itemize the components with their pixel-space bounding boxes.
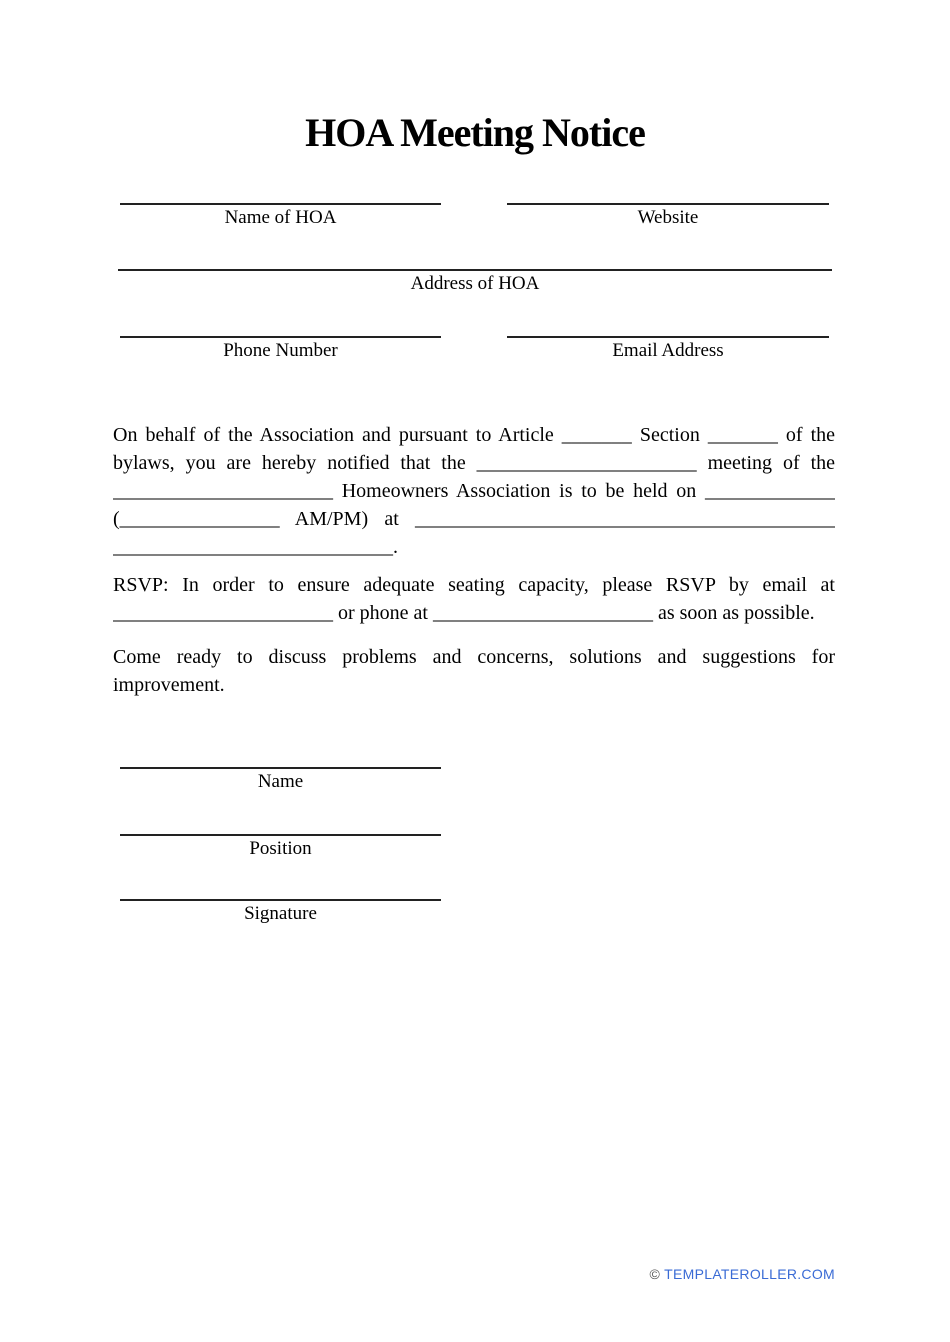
email-address-label: Email Address (612, 340, 724, 361)
name-of-hoa-blank-line (120, 203, 441, 205)
signature-blank-line (120, 899, 441, 901)
name-of-hoa-label: Name of HOA (224, 207, 337, 228)
notice-line: (________________ AM/PM) at __________________________________________ (113, 508, 835, 530)
rsvp-paragraph (113, 571, 835, 627)
notice-line: ____________________________. (113, 536, 398, 558)
signer-name-label: Name (257, 771, 304, 792)
closing-paragraph (113, 643, 835, 699)
templateroller-link[interactable]: TEMPLATEROLLER.COM (664, 1266, 835, 1282)
copyright-symbol: © (649, 1266, 661, 1282)
signer-name-blank-line (120, 767, 441, 769)
signer-position-blank-line (120, 834, 441, 836)
phone-number-label: Phone Number (223, 340, 338, 361)
rsvp-line: ______________________ or phone at ______________________ as soon as possible. (113, 602, 815, 624)
notice-line: bylaws, you are hereby notified that the ______________________ meeting of the (113, 452, 835, 474)
page-title: HOA Meeting Notice (305, 110, 645, 155)
address-of-hoa-label: Address of HOA (410, 273, 540, 294)
closing-line: improvement. (113, 674, 225, 696)
address-of-hoa-blank-line (118, 269, 832, 271)
email-address-blank-line (507, 336, 829, 338)
signer-position-label: Position (249, 838, 312, 859)
footer (650, 1265, 835, 1283)
notice-line: ______________________ Homeowners Association is to be held on _____________ (113, 480, 835, 502)
website-blank-line (507, 203, 829, 205)
website-label: Website (637, 207, 699, 228)
phone-number-blank-line (120, 336, 441, 338)
signature-label: Signature (244, 903, 317, 924)
rsvp-line: RSVP: In order to ensure adequate seating capacity, please RSVP by email at (113, 574, 835, 596)
notice-line: On behalf of the Association and pursuant to Article _______ Section _______ of the (113, 424, 835, 446)
notice-paragraph (113, 421, 835, 561)
closing-line: Come ready to discuss problems and concerns, solutions and suggestions for (113, 646, 835, 668)
